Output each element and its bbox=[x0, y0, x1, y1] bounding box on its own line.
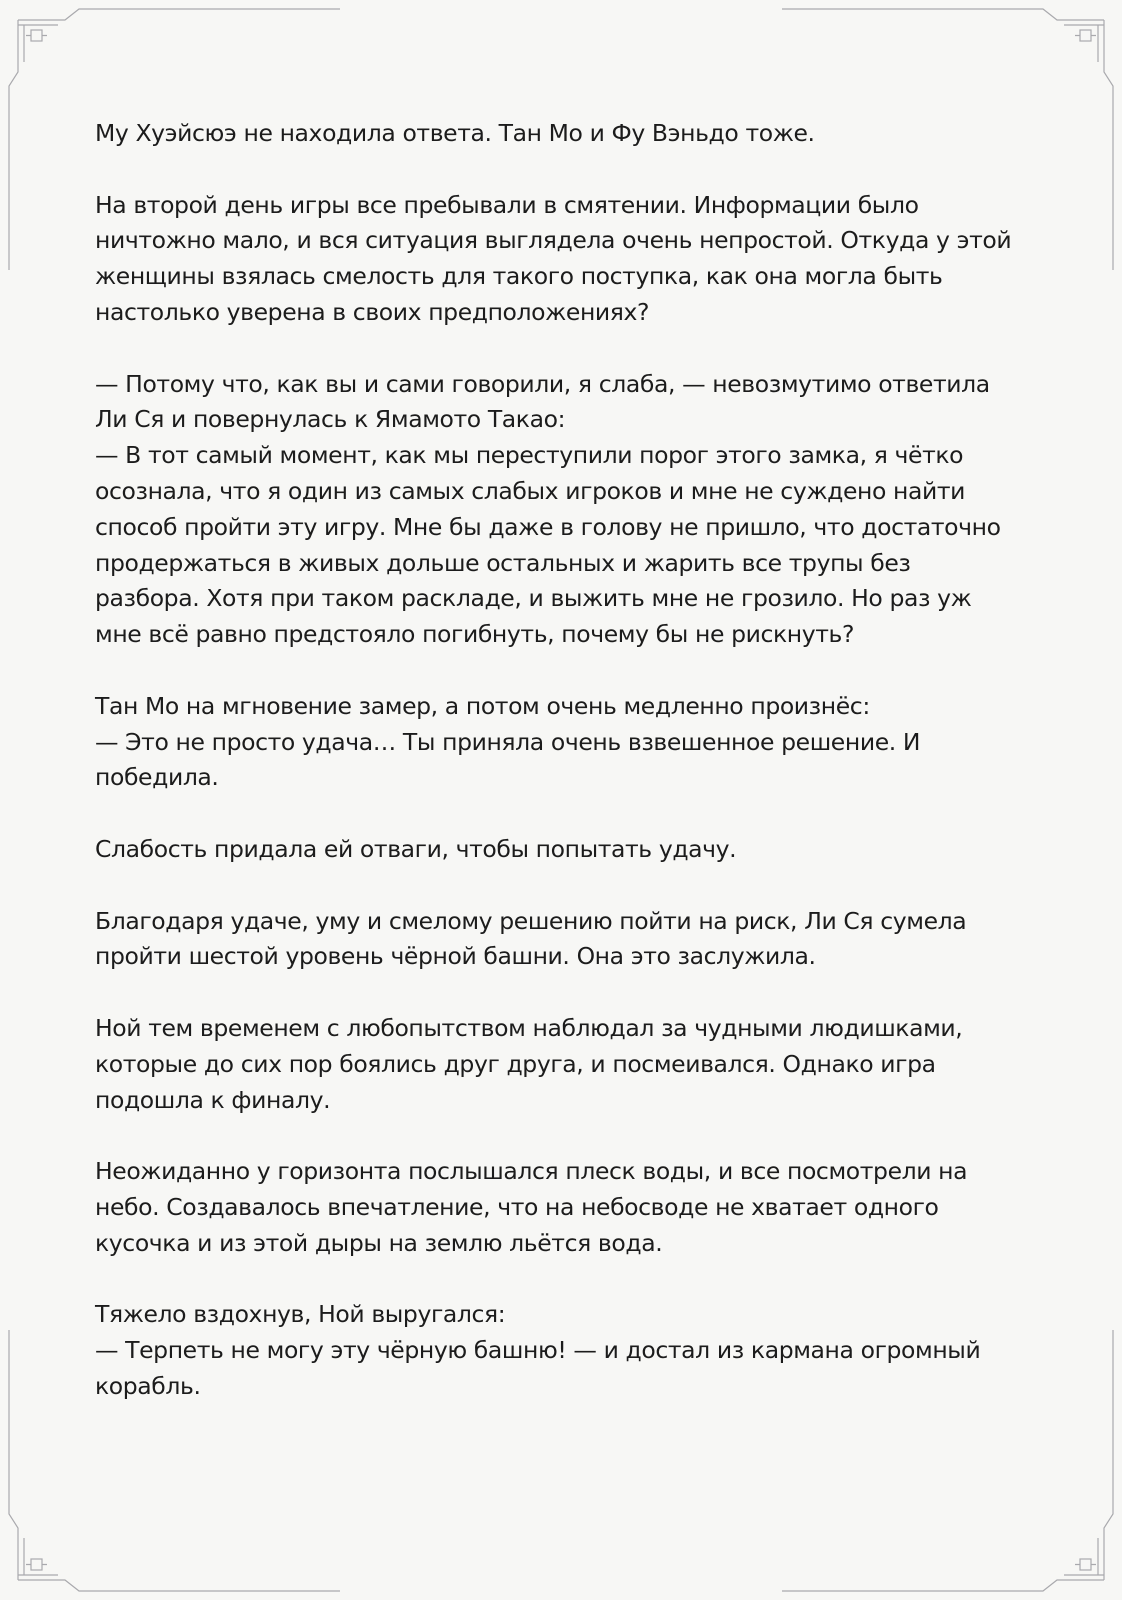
text-line: — Это не просто удача… Ты приняла очень взвешенное решение. И bbox=[95, 727, 921, 756]
text-line: — Терпеть не могу эту чёрную башню! — и достал из кармана огромный bbox=[95, 1336, 981, 1365]
paragraph bbox=[95, 1154, 1035, 1261]
text-line: Тан Мо на мгновение замер, а потом очень медленно произнёс: bbox=[95, 691, 870, 720]
text-line: Му Хуэйсюэ не находила ответа. Тан Мо и Фу Вэньдо тоже. bbox=[95, 119, 815, 147]
paragraph bbox=[95, 1297, 1035, 1404]
text-line: пройти шестой уровень чёрной башни. Она это заслужила. bbox=[95, 942, 816, 971]
page-text bbox=[95, 116, 1035, 1440]
text-line: разбора. Хотя при таком раскладе, и выжить мне не грозило. Но раз уж bbox=[95, 584, 972, 613]
paragraph bbox=[95, 1011, 1035, 1118]
text-line: небо. Создавалось впечатление, что на небосводе не хватает одного bbox=[95, 1192, 939, 1221]
text-line: Благодаря удаче, уму и смелому решению пойти на риск, Ли Ся сумела bbox=[95, 906, 967, 935]
text-line: мне всё равно предстояло погибнуть, почему бы не рискнуть? bbox=[95, 620, 855, 649]
text-line: кусочка и из этой дыры на землю льётся вода. bbox=[95, 1228, 663, 1257]
paragraph bbox=[95, 116, 1035, 152]
text-line: Ли Ся и повернулась к Ямамото Такао: bbox=[95, 405, 566, 434]
paragraph bbox=[95, 904, 1035, 976]
text-line: Неожиданно у горизонта послышался плеск воды, и все посмотрели на bbox=[95, 1157, 968, 1186]
paragraph bbox=[95, 832, 1035, 868]
text-line: женщины взялась смелость для такого поступка, как она могла быть bbox=[95, 262, 943, 291]
paragraph bbox=[95, 367, 1035, 653]
text-line: Ной тем временем с любопытством наблюдал за чудными людишками, bbox=[95, 1013, 963, 1042]
text-line: победила. bbox=[95, 763, 219, 792]
text-line: — Потому что, как вы и сами говорили, я слаба, — невозмутимо ответила bbox=[95, 369, 990, 398]
text-line: Тяжело вздохнув, Ной выругался: bbox=[95, 1300, 506, 1329]
text-line: Слабость придала ей отваги, чтобы попытать удачу. bbox=[95, 834, 737, 863]
text-line: На второй день игры все пребывали в смятении. Информации было bbox=[95, 190, 919, 219]
text-line: которые до сих пор боялись друг друга, и посмеивался. Однако игра bbox=[95, 1049, 936, 1078]
text-line: настолько уверена в своих предположениях? bbox=[95, 297, 650, 326]
text-line: способ пройти эту игру. Мне бы даже в голову не пришло, что достаточно bbox=[95, 512, 1001, 541]
text-line: — В тот самый момент, как мы переступили порог этого замка, я чётко bbox=[95, 441, 964, 470]
paragraph bbox=[95, 188, 1035, 331]
text-line: осознала, что я один из самых слабых игроков и мне не суждено найти bbox=[95, 476, 966, 505]
text-line: ничтожно мало, и вся ситуация выглядела очень непростой. Откуда у этой bbox=[95, 226, 1012, 255]
text-line: корабль. bbox=[95, 1371, 201, 1400]
text-line: подошла к финалу. bbox=[95, 1085, 331, 1114]
text-line: продержаться в живых дольше остальных и жарить все трупы без bbox=[95, 548, 911, 577]
paragraph bbox=[95, 689, 1035, 796]
